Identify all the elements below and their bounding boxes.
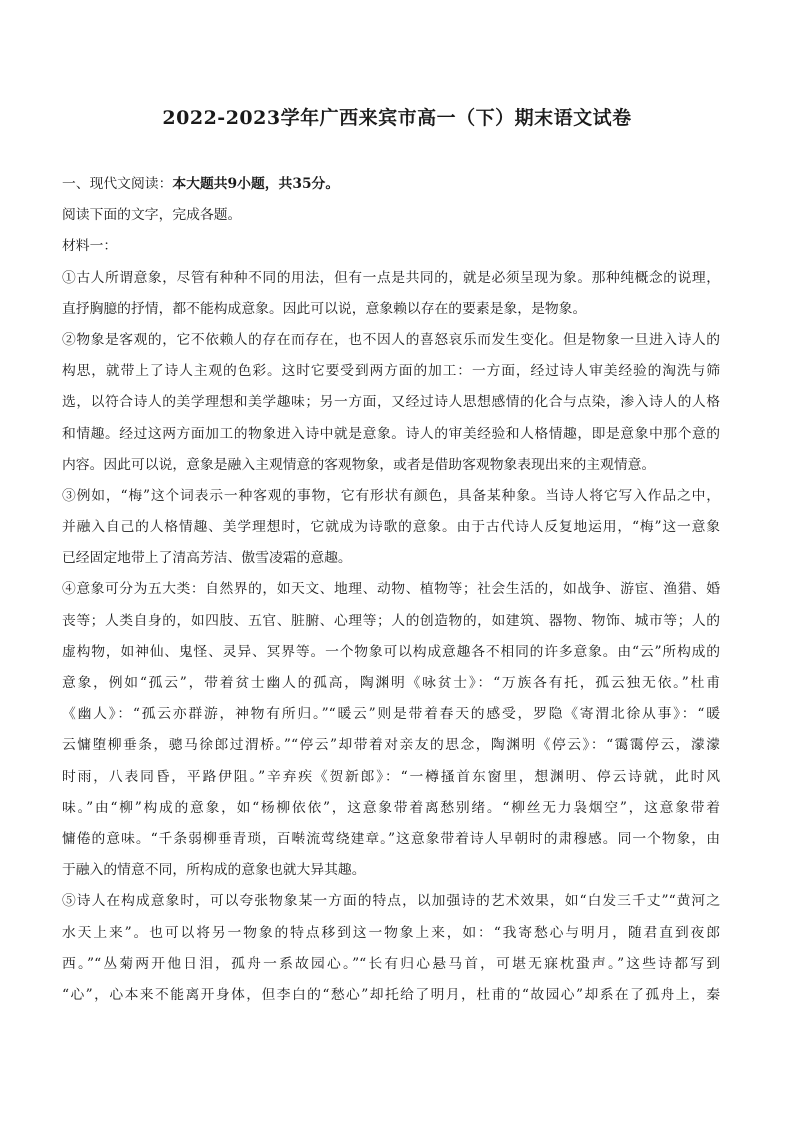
- passage-line: 慵倦的意味。“千条弱柳垂青琐，百啭流莺绕建章。”这意象带着诗人早朝时的肃穆感。同一个物象，由: [62, 830, 720, 847]
- passage-line: 西。”“丛菊两开他日泪，孤舟一系故园心。”“长有归心悬马首，可堪无寐枕蛩声。”这些诗都写到: [62, 955, 720, 972]
- passage-line: 时雨，八表同昏，平路伊阻。”辛弃疾《贺新郎》：“一樽搔首东窗里，想渊明、停云诗就，此时风: [62, 768, 720, 785]
- passage-line: ①古人所谓意象，尽管有种种不同的用法，但有一点是共同的，就是必须呈现为象。那种纯概念的说理，: [62, 269, 720, 286]
- passage-line: ④意象可分为五大类：自然界的，如天文、地理、动物、植物等；社会生活的，如战争、游宦、渔猎、婚: [62, 581, 720, 598]
- passage-line: 《幽人》：“孤云亦群游，神物有所归。”“暖云”则是带着春天的感受，罗隐《寄渭北徐从事》：“暖: [62, 706, 720, 723]
- document-body: [62, 169, 720, 1011]
- passage: [62, 263, 720, 1012]
- passage-line: 水天上来”。也可以将另一物象的特点移到这一物象上来，如：“我寄愁心与明月，随君直到夜郎: [62, 924, 720, 941]
- passage-line: ②物象是客观的，它不依赖人的存在而存在，也不因人的喜怒哀乐而发生变化。但是物象一旦进入诗人的: [62, 331, 720, 348]
- passage-line: 直抒胸臆的抒情，都不能构成意象。因此可以说，意象赖以存在的要素是象，是物象。: [62, 300, 587, 317]
- material-label: 材料一：: [62, 238, 118, 255]
- passage-line: 构思，就带上了诗人主观的色彩。这时它要受到两方面的加工：一方面，经过诗人审美经验的淘洗与筛: [62, 363, 720, 380]
- section-heading: [62, 169, 720, 200]
- passage-line: 于融入的情意不同，所构成的意象也就大异其趣。: [62, 862, 366, 879]
- passage-line: 味。”由“柳”构成的意象，如“杨柳依依”，这意象带着离愁别绪。“柳丝无力袅烟空”，这意象带着: [62, 799, 720, 816]
- section-score: 本大题共9小题，共35分。: [172, 176, 340, 192]
- passage-line: 已经固定地带上了清高芳洁、傲雪凌霜的意趣。: [62, 550, 352, 567]
- passage-line: 丧等；人类自身的，如四肢、五官、脏腑、心理等；人的创造物的，如建筑、器物、物饰、城市等；人的: [62, 612, 720, 629]
- section-prefix: 一、现代文阅读：: [62, 176, 173, 192]
- page-title: 2022-2023学年广西来宾市高一（下）期末语文试卷: [162, 107, 632, 129]
- passage-line: ③例如，“梅”这个词表示一种客观的事物，它有形状有颜色，具备某种象。当诗人将它写入作品之中，: [62, 487, 720, 504]
- passage-line: 意象，例如“孤云”，带着贫士幽人的孤高，陶渊明《咏贫士》：“万族各有托，孤云独无依。”杜甫: [62, 675, 720, 691]
- passage-line: 内容。因此可以说，意象是融入主观情意的客观物象，或者是借助客观物象表现出来的主观情意。: [62, 456, 656, 473]
- passage-line: 并融入自己的人格情趣、美学理想时，它就成为诗歌的意象。由于古代诗人反复地运用，“梅”这一意象: [62, 519, 720, 536]
- passage-line: 虚构物，如神仙、鬼怪、灵异、冥界等。一个物象可以构成意趣各不相同的许多意象。由“云”所构成的: [62, 643, 720, 660]
- passage-line: “心”，心本来不能离开身体，但李白的“愁心”却托给了明月，杜甫的“故园心”却系在了孤舟上，秦: [62, 986, 720, 1003]
- passage-line: 选，以符合诗人的美学理想和美学趣味；另一方面，又经过诗人思想感情的化合与点染，渗入诗人的人格: [62, 394, 720, 411]
- passage-line: 和情趣。经过这两方面加工的物象进入诗中就是意象。诗人的审美经验和人格情趣，即是意象中那个意的: [62, 425, 720, 442]
- instruction-text: 阅读下面的文字，完成各题。: [62, 207, 242, 224]
- passage-line: 云慵堕柳垂条，骢马徐郎过渭桥。”“停云”却带着对亲友的思念，陶渊明《停云》：“霭霭停云，濛濛: [62, 737, 720, 754]
- passage-line: ⑤诗人在构成意象时，可以夸张物象某一方面的特点，以加强诗的艺术效果，如“白发三千丈”“黄河之: [62, 893, 720, 910]
